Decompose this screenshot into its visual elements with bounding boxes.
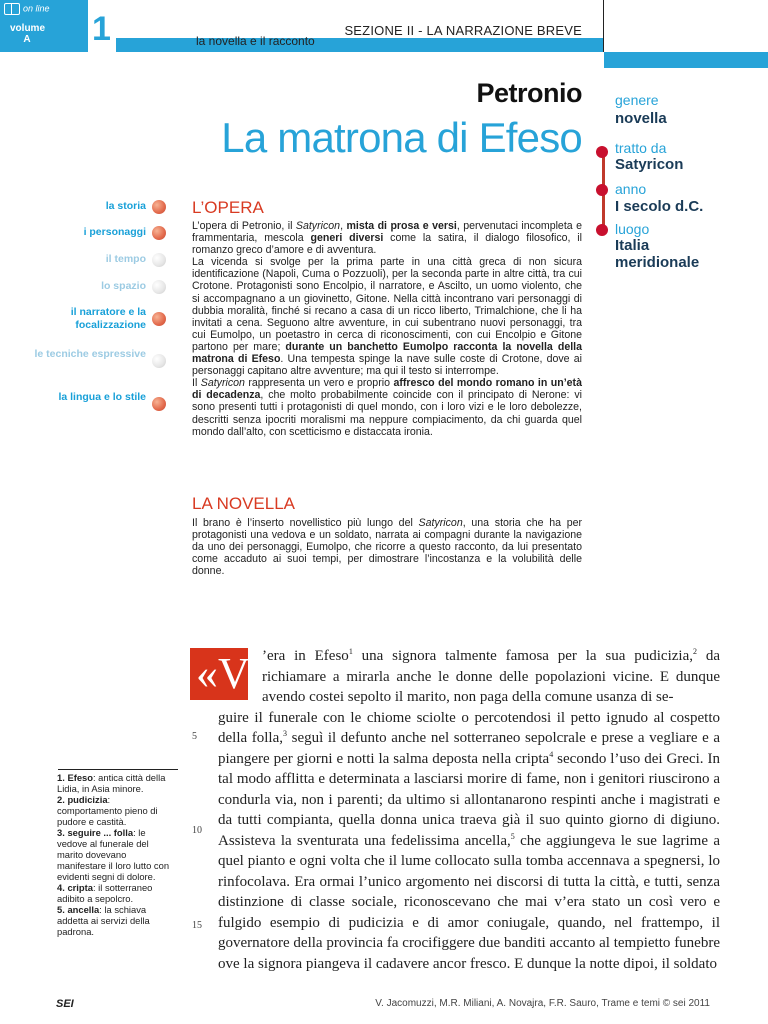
info-key-genere: genere (615, 92, 659, 108)
footer-credit: V. Jacomuzzi, M.R. Miliani, A. Novajra, F.R. Sauro, Trame e temi © sei 2011 (375, 998, 710, 1009)
nav-dot-active[interactable] (152, 226, 166, 240)
nav-la-storia[interactable]: la storia (105, 200, 146, 212)
nav-la-lingua[interactable]: la lingua e lo stile (58, 391, 146, 403)
info-value-luogo: Italia meridionale (615, 237, 700, 271)
nav-dot-inactive[interactable] (152, 354, 166, 368)
nav-il-narratore[interactable]: il narratore e la focalizzazione (70, 306, 146, 331)
footnote: 1. Efeso: antica città della Lidia, in Asia minore. (57, 772, 166, 794)
line-number: 10 (192, 825, 202, 836)
footnotes (57, 772, 177, 937)
section-title: SEZIONE II - LA NARRAZIONE BREVE (344, 23, 582, 38)
info-key-anno: anno (615, 181, 647, 197)
info-value-anno: I secolo d.C. (615, 198, 704, 215)
header-strip (116, 38, 604, 52)
info-key-luogo: luogo (615, 221, 650, 237)
opera-text: L’opera di Petronio, il Satyricon, mista di prosa e versi, pervenutaci incompleta e frammentaria, mescola generi diversi come la satira, il dialogo filosofico, il romanzo greco d’amore e di avventura. La vicenda si svolge per la prima parte in una città greca di non sicura identificazione (Napoli, Cuma o Pozzuoli), per la seconda parte in altre città, tra cui Crotone. Protagonisti sono Encolpio, il narratore, e Ascilto, un uomo violento, che si accompagnano a un giovinetto, Gitone. Nella città incontrano vari personaggi di dubbia moralità, finché si recano a casa di un ricco liberto, Trimalchione, che li ha invitati a cena. Seguono altre avventure, in cui subentrano nuovi personaggi, tra cui Eumolpo, un poetastro in cerca di riconoscimenti, con cui Encolpio e Gitone partono per mare; durante un banchetto Eumolpo racconta la novella della matrona di Efeso. Una tempesta spinge la nave sulle coste di Crotone, dove ai personaggi capitano altre avventure; ma qui il testo si interrompe. Il Satyricon rappresenta un vero e proprio affresco del mondo romano in un’età di decadenza, che molto probabilmente coincide con il principato di Nerone: vi sono presenti tutti i protagonisti di quel mondo, con i loro vizi e le loro debolezze, descritti senza ipocriti moralismi ma neppure compiacimento, da chi guarda quel mondo dall’alto, con scetticismo e distaccata ironia. (192, 220, 583, 438)
footnote: 2. pudicizia: comportamento pieno di pudore e castità. (57, 794, 158, 827)
unit-number: 1 (92, 10, 111, 48)
footnote: 4. cripta: il sotterraneo adibito a sepolcro. (57, 882, 153, 904)
author-name: Petronio (476, 78, 582, 108)
section-heading-novella: LA NOVELLA (192, 494, 296, 513)
info-key-tratto: tratto da (615, 140, 667, 156)
section-heading-opera: L’OPERA (192, 198, 264, 217)
nav-le-tecniche[interactable]: le tecniche espressive (34, 348, 146, 360)
nav-dot-active[interactable] (152, 397, 166, 411)
info-value-genere: novella (615, 110, 667, 127)
nav-lo-spazio[interactable]: lo spazio (101, 280, 146, 292)
nav-dot-inactive[interactable] (152, 280, 166, 294)
online-badge[interactable] (4, 3, 50, 15)
info-bullet (596, 224, 608, 236)
book-icon (4, 3, 20, 15)
page-title: La matrona di Efeso (221, 114, 582, 161)
footnote: 3. seguire ... folla: le vedove al funerale del marito dovevano manifestare il loro lutto con evidenti segni di dolore. (57, 827, 170, 882)
info-bullet (596, 146, 608, 158)
nav-il-tempo[interactable]: il tempo (105, 253, 146, 265)
info-bullet (596, 184, 608, 196)
nav-dot-active[interactable] (152, 200, 166, 214)
drop-cap-letter: «V (196, 649, 250, 698)
line-number: 15 (192, 920, 202, 931)
header-divider (603, 0, 604, 52)
nav-dot-active[interactable] (152, 312, 166, 326)
footnotes-rule (58, 769, 178, 770)
sidebar-header-block (604, 52, 768, 68)
online-label: on line (23, 3, 50, 14)
volume-letter: A (23, 34, 31, 45)
subsection-title: la novella e il racconto (196, 34, 315, 48)
nav-dot-inactive[interactable] (152, 253, 166, 267)
volume-label (10, 23, 44, 45)
info-value-tratto: Satyricon (615, 156, 684, 173)
story-text: ’era in Efeso$^1$ una signora talmente famosa per la sua pudicizia,$^2$ da richiamare a mirarla anche le donne delle popolazioni vicine. E dunque avendo costei sepolto il marito, non paga della comune usanza di se- guire il funerale con le chiome sciolte o percotendosi il petto ignudo al cospetto della folla,$^3$ seguì il defunto anche nel sotterraneo sepolcrale e prese a vegliare e a piangere per giorni e notti la salma deposta nella cripta$^4$ secondo l’uso dei Greci. In tal modo afflitta e determinata a lasciarsi morire di fame, non i genitori riuscirono a condurla via, non i parenti; da ultimo si allontanarono respinti anche i magistrati e da tutti compianta, quella donna unica traeva già il suo quinto giorno di digiuno. Assisteva la sventurata una fedelissima ancella,$^5$ che aggiungeva le sue lagrime a quel pianto e ogni volta che il lume collocato sulla tomba accennava a spegnersi, lo rinfocolava. Era ormai l’unico argomento nei discorsi di tutta la città, e tutti, senza distinzione di classe sociale, riconoscevano che mai v’era stato un così vero e fulgido esempio di pudicizia e di amor coniugale, quando, nel frattempo, il governatore della provincia fa crocifiggere due banditi accanto al tempietto funebre ove la signora piangeva il cadavere ancor fresco. E dunque la notte dipoi, il soldato (218, 647, 720, 972)
nav-i-personaggi[interactable]: i personaggi (83, 226, 146, 238)
line-number: 5 (192, 731, 197, 742)
novella-text: Il brano è l’inserto novellistico più lungo del Satyricon, una storia che ha per protagonisti una vedova e un soldato, narrata ai compagni durante la navigazione da uno dei personaggi, Eumolpo, che ricorre a questo racconto, da lui presentato come accaduto ai suoi tempi, per dimostrare l’incostanza e la volubilità delle donne. (192, 517, 583, 578)
publisher-logo: SEI (56, 998, 74, 1010)
volume-text: volume (10, 23, 46, 34)
footnote: 5. ancella: la schiava addetta ai servizi della padrona. (57, 904, 150, 937)
